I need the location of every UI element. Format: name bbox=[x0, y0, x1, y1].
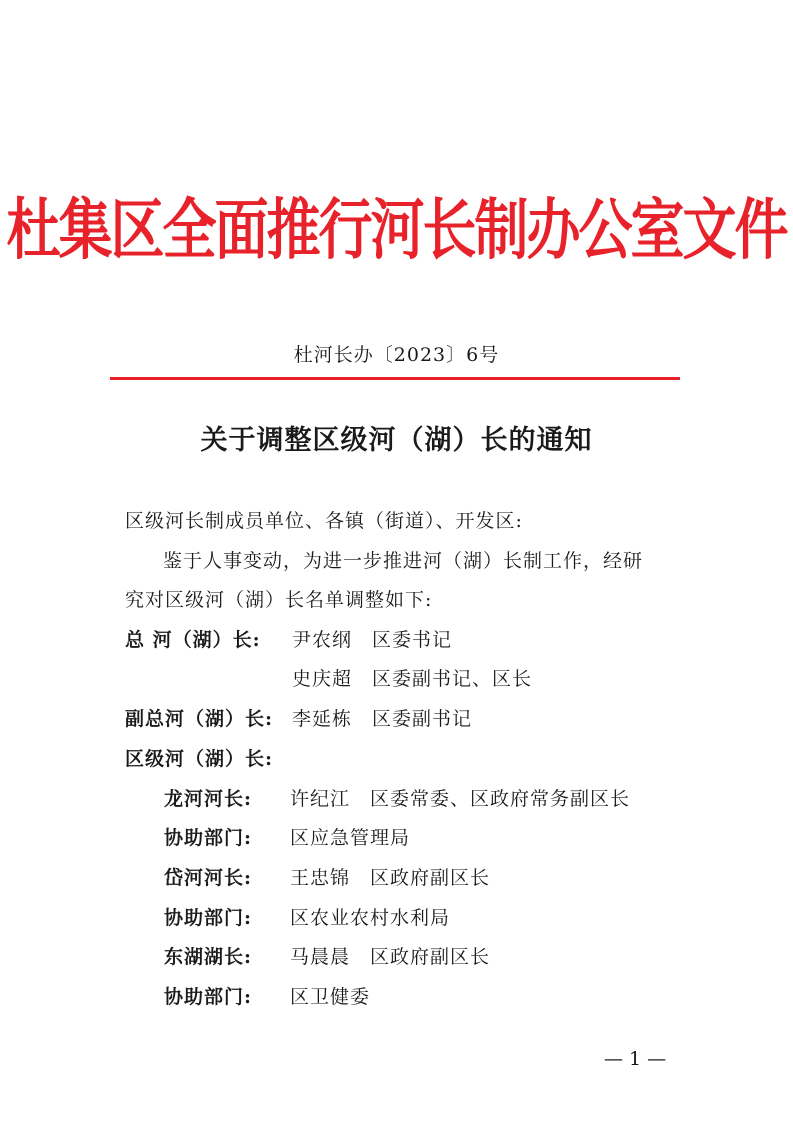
deputy-label: 副总河（湖）长: bbox=[125, 708, 274, 730]
chief-entry-2: 史庆超 区委副书记、区长 bbox=[292, 668, 533, 690]
river-value: 区应急管理局 bbox=[290, 827, 411, 849]
river-value: 区农业农村水利局 bbox=[290, 907, 451, 929]
deputy-entry-1: 李延栋 区委副书记 bbox=[292, 708, 473, 730]
river-value: 区卫健委 bbox=[290, 986, 371, 1008]
chief-label: 总 河（湖）长: bbox=[125, 629, 261, 651]
river-label: 协助部门: bbox=[164, 986, 253, 1008]
salutation: 区级河长制成员单位、各镇（街道）、开发区: bbox=[125, 510, 523, 532]
page-number: — 1 — bbox=[604, 1048, 667, 1070]
masthead-title: 杜集区全面推行河长制办公室文件 bbox=[6, 191, 787, 269]
river-label: 协助部门: bbox=[164, 827, 253, 849]
body-paragraph-line-1: 鉴于人事变动，为进一步推进河（湖）长制工作，经研 bbox=[163, 550, 644, 572]
body-paragraph-line-2: 究对区级河（湖）长名单调整如下: bbox=[125, 589, 433, 611]
river-label: 龙河河长: bbox=[164, 788, 253, 810]
chief-entry-1: 尹农纲 区委书记 bbox=[292, 629, 453, 651]
river-label: 东湖湖长: bbox=[164, 946, 253, 968]
river-label: 协助部门: bbox=[164, 907, 253, 929]
red-divider-line bbox=[110, 377, 680, 380]
document-number: 杜河长办〔2023〕6号 bbox=[293, 344, 500, 366]
notice-title: 关于调整区级河（湖）长的通知 bbox=[200, 425, 593, 456]
river-label: 岱河河长: bbox=[164, 867, 253, 889]
river-value: 许纪江 区委常委、区政府常务副区长 bbox=[290, 788, 631, 810]
district-label: 区级河（湖）长: bbox=[125, 748, 274, 770]
river-value: 王忠锦 区政府副区长 bbox=[290, 867, 491, 889]
river-value: 马晨晨 区政府副区长 bbox=[290, 946, 491, 968]
